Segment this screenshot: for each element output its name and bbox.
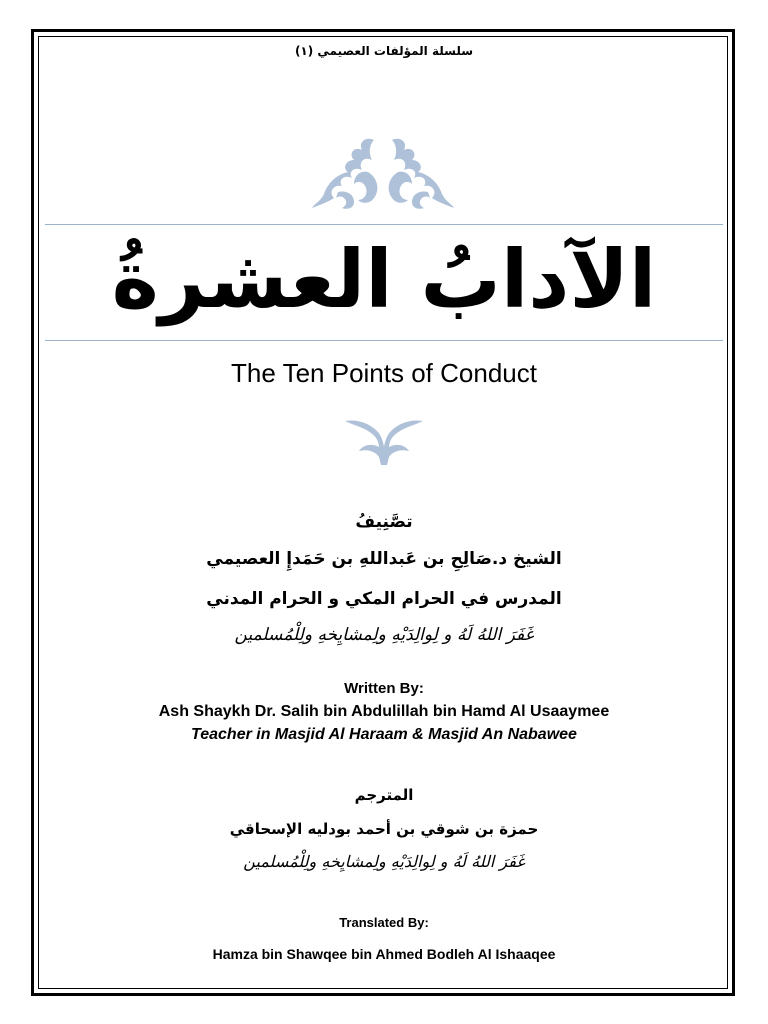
author-position-en: Teacher in Masjid Al Haraam & Masjid An Nabawee — [191, 726, 577, 743]
author-position-ar: المدرس في الحرام المكي و الحرام المدني — [206, 589, 562, 609]
translator-heading-ar: المترجم — [354, 786, 414, 804]
author-name-en: Ash Shaykh Dr. Salih bin Abdulillah bin Hamd Al Usaaymee — [158, 703, 610, 720]
english-title: The Ten Points of Conduct — [231, 358, 537, 388]
translator-name-en: Hamza bin Shawqee bin Ahmed Bodleh Al Ishaaqee — [212, 946, 556, 962]
translator-prayer-ar: غَفَرَ اللهُ لَهُ و لِوالِدَيْهِ ولِمشايِخهِ ولِلْمُسلمين — [243, 852, 525, 871]
title-rule-top — [45, 224, 723, 225]
fleuron-ornament-icon — [343, 417, 425, 467]
translator-name-ar: حمزة بن شوقي بن أحمد بودليه الإسحاقي — [229, 820, 539, 838]
title-rule-bottom — [45, 340, 723, 341]
floral-scroll-ornament-icon — [308, 132, 458, 212]
series-title: سلسلة المؤلفات العصيمي (١) — [294, 44, 474, 58]
author-prayer-ar: غَفَرَ اللهُ لَهُ و لِوالِدَيْهِ ولِمشايِخهِ ولِلْمُسلمين — [234, 625, 534, 645]
arabic-title: الآدابُ العشرةُ — [111, 233, 657, 326]
translated-by-label: Translated By: — [339, 915, 429, 930]
author-heading-ar: تصَّنِيفُ — [355, 512, 413, 532]
written-by-label: Written By: — [344, 680, 424, 697]
author-name-ar: الشيخ د.صَالِحِ بن عَبداللهِ بن حَمَدإِ العصيمي — [206, 549, 562, 569]
